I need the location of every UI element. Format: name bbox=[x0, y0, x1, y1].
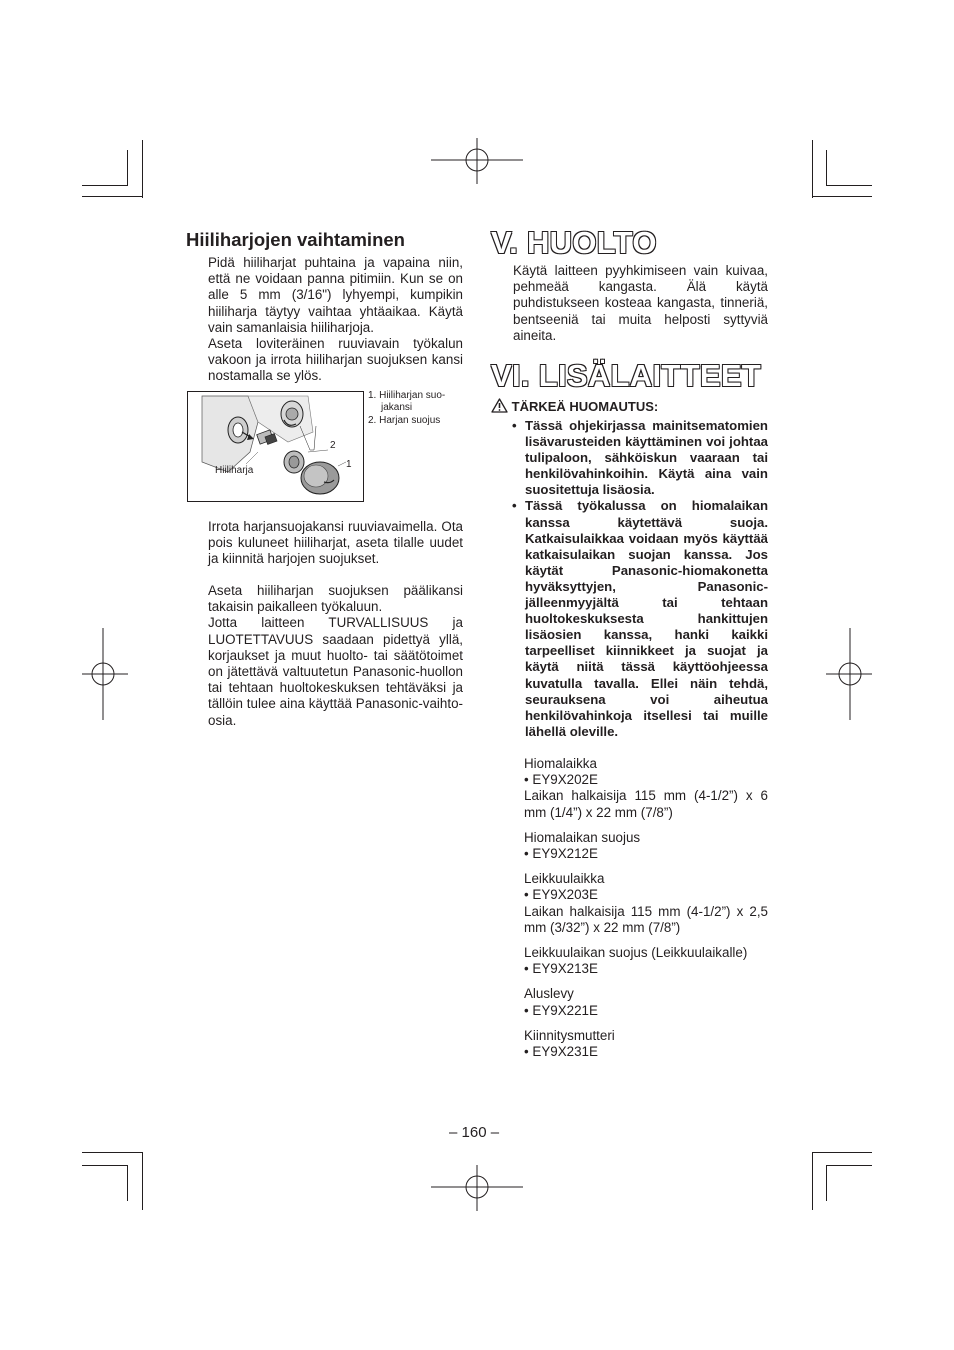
registration-mark-top bbox=[431, 138, 523, 184]
maintenance-text: Käytä laitteen pyyhkimiseen vain kuivaa, pehmeää kangasta. Älä käytä puhdistukseen kosteaa kangasta, tinneriä, bentseeniä tai muita helposti syttyviä aineita. bbox=[513, 263, 768, 343]
bullet-marker: • bbox=[512, 498, 517, 514]
figure-label-brush: Hiiliharja bbox=[215, 465, 254, 476]
legend-item-1-cont: jakansi bbox=[381, 402, 413, 414]
accessory-name: Leikkuulaikan suojus (Leikkuulaikalle) bbox=[524, 945, 748, 961]
brush-text-4: Aseta hiiliharjan suojuksen päälikansi takaisin paikalleen työkaluun. bbox=[208, 583, 463, 615]
accessory-code: • EY9X221E bbox=[524, 1002, 598, 1018]
accessory-item bbox=[524, 830, 768, 862]
accessory-code: • EY9X212E bbox=[524, 846, 598, 862]
brush-illustration bbox=[188, 392, 363, 501]
notice-item bbox=[512, 418, 768, 498]
legend-item-1: 1. Hiiliharjan suo- bbox=[368, 390, 446, 401]
notice-item bbox=[512, 498, 768, 739]
accessory-detail: Laikan halkaisija 115 mm (4-1/2”) x 6 mm (1/4”) x 22 mm (7/8”) bbox=[524, 788, 768, 820]
accessory-item bbox=[524, 986, 768, 1018]
accessory-name: Hiomalaikan suojus bbox=[524, 829, 641, 845]
accessory-name: Hiomalaikka bbox=[524, 756, 597, 771]
notice-item-text: Tässä ohjekirjassa mainitsematomien lisävarusteiden käyttäminen voi johtaa tulipaloon, sähköiskun vaaraan tai henkilövahinkoihin. Käytä aina vain suositettuja lisäosia. bbox=[525, 418, 768, 498]
registration-mark-left bbox=[82, 628, 128, 720]
accessory-name: Kiinnitysmutteri bbox=[524, 1027, 615, 1043]
accessory-code: • EY9X203E bbox=[524, 887, 598, 903]
brush-text-3: Irrota harjansuojakansi ruuviavaimella. Ota pois kuluneet hiiliharjat, aseta tilalle uudet ja kiinnitä harjojen suojukset. bbox=[208, 519, 463, 567]
accessory-name: Aluslevy bbox=[524, 986, 574, 1002]
accessory-item bbox=[524, 1028, 768, 1060]
section-heading-brush-replacement: Hiiliharjojen vaihtaminen bbox=[186, 229, 405, 250]
figure-callout-1: 1 bbox=[346, 459, 352, 470]
accessory-item bbox=[524, 871, 768, 936]
page-number: – 160 – bbox=[449, 1124, 500, 1141]
registration-mark-bottom bbox=[431, 1165, 523, 1211]
accessory-item bbox=[524, 945, 768, 977]
brush-figure bbox=[187, 391, 364, 502]
accessory-code: • EY9X231E bbox=[524, 1044, 598, 1060]
brush-text-1: Pidä hiiliharjat puhtaina ja vapaina niin, että ne voidaan panna pitimiin. Kun se on alle 5 mm (3/16") lyhyempi, kumpikin hiiliharja täytyy vaihtaa yhtäaikaa. Käytä vain samanlaisia hiiliharjoja. bbox=[208, 255, 463, 335]
maintenance-paragraph bbox=[513, 263, 768, 344]
notice-header bbox=[491, 398, 658, 414]
accessory-code: • EY9X213E bbox=[524, 961, 598, 977]
brush-text-5: Jotta laitteen TURVALLISUUS ja LUOTETTAVUUS saadaan pidettyä yllä, korjaukset ja muut huolto- tai säätötoimet on jätettävä valtuutetun Panasonic-huollon tai tehtaan huoltokeskuksen tehtäväksi ja tällöin tulee aina käyttää Panasonic-vaihto-osia. bbox=[208, 615, 463, 728]
notice-title: TÄRKEÄ HUOMAUTUS: bbox=[511, 399, 659, 414]
bullet-marker: • bbox=[512, 418, 517, 433]
accessory-detail: Laikan halkaisija 115 mm (4-1/2”) x 2,5 mm (3/32”) x 22 mm (7/8”) bbox=[524, 903, 768, 935]
figure-legend bbox=[368, 390, 468, 427]
registration-mark-right bbox=[826, 628, 872, 720]
brush-paragraph-3 bbox=[208, 583, 463, 729]
accessory-item bbox=[524, 756, 768, 821]
brush-paragraph-1 bbox=[208, 255, 463, 385]
notice-list bbox=[512, 418, 768, 740]
brush-paragraph-2 bbox=[208, 519, 463, 568]
brush-text-2: Aseta loviteräinen ruuviavain työkalun vakoon ja irrota hiiliharjan suojuksen kansi nostamalla se ylös. bbox=[208, 336, 463, 384]
notice-item-text: Tässä työkalussa on hiomalaikan kanssa käytettävä suoja. Katkaisulaikkaa voidaan myös käyttää katkaisulaikan suojan kanssa. Jos käytät Panasonic-hiomakonetta hyväksyttyjen, Panasonic-jälleenmyyjältä tai tehtaan huoltokeskuksesta hankittujen lisäosien kanssa, hanki kaikki tarpeelliset kiinnikkeet ja suojat ja käytä niitä tässä käyttöohjeessa kuvatulla tavalla. Ellei näin tehdä, seurauksena voi aiheutua henkilövahinkoja itsellesi tai muille lähellä oleville. bbox=[525, 498, 768, 739]
accessory-list bbox=[524, 756, 768, 1069]
warning-icon bbox=[491, 398, 508, 413]
legend-item-2: 2. Harjan suojus bbox=[368, 414, 441, 426]
accessory-name: Leikkuulaikka bbox=[524, 871, 605, 887]
figure-callout-2: 2 bbox=[330, 440, 336, 451]
section-title-maintenance: V. HUOLTO bbox=[491, 225, 657, 260]
accessory-code: • EY9X202E bbox=[524, 772, 598, 788]
section-title-accessories: VI. LISÄLAITTEET bbox=[491, 358, 762, 393]
